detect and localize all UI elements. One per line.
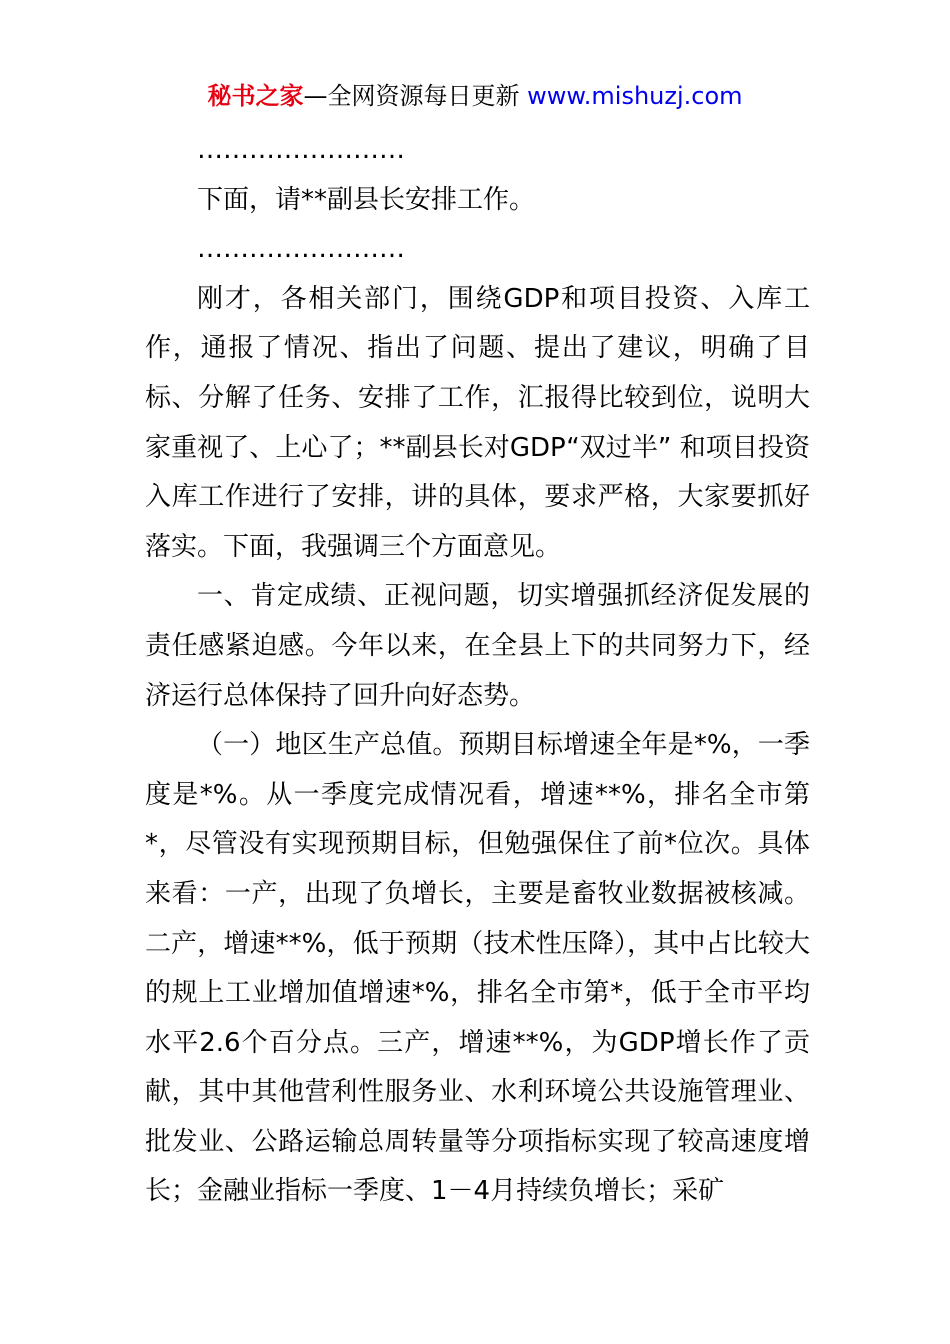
paragraph-summary: 刚才，各相关部门，围绕GDP和项目投资、入库工作，通报了情况、指出了问题、提出了建议，明确了目标、分解了任务、安排了工作，汇报得比较到位，说明大家重视了、上心了；**副县长对GDP“双过半” 和项目投资入库工作进行了安排，讲的具体，要求严格，大家要抓好落实。下面，我强调三个方面意见。 [145, 283, 810, 562]
paragraph-ellipsis-1: …………………… [197, 135, 405, 165]
site-url-link[interactable]: www.mishuzj.com [527, 82, 743, 110]
paragraph-gdp: （一）地区生产总值。预期目标增速全年是*%，一季度是*%。从一季度完成情况看，增速**%，排名全市第*，尽管没有实现预期目标，但勉强保住了前*位次。具体来看：一产，出现了负增长，主要是畜牧业数据被核减。二产，增速**%，低于预期（技术性压降），其中占比较大的规上工业增加值增速*%，排名全市第*，低于全市平均水平2.6个百分点。三产，增速**%，为GDP增长作了贡献，其中其他营利性服务业、水利环境公共设施管理业、批发业、公路运输总周转量等分项指标实现了较高速度增长；金融业指标一季度、1－4月持续负增长；采矿 [145, 730, 810, 1207]
paragraph-ellipsis-2: …………………… [197, 234, 405, 265]
brand-name: 秘书之家 [207, 82, 304, 110]
paragraph-intro: 下面，请**副县长安排工作。 [197, 184, 536, 215]
document-body [145, 126, 810, 1217]
section-heading-1: 一、肯定成绩、正视问题，切实增强抓经济促发展的责任感紧迫感。今年以来，在全县上下的共同努力下，经济运行总体保持了回升向好态势。 [145, 581, 810, 711]
site-header [0, 78, 950, 114]
header-tagline: —全网资源每日更新 [303, 82, 528, 110]
